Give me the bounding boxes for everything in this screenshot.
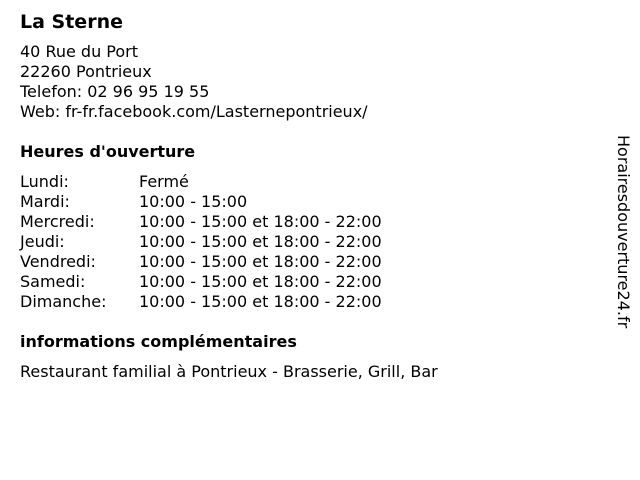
- day-label: Samedi:: [20, 272, 86, 291]
- hours-row-mercredi: [20, 212, 600, 232]
- time-value: 10:00 - 15:00: [139, 192, 248, 211]
- contact-block: [20, 42, 600, 122]
- phone-number: Telefon: 02 96 95 19 55: [20, 82, 210, 101]
- hours-table: [20, 172, 600, 312]
- business-name: La Sterne: [20, 11, 123, 33]
- info-heading: informations complémentaires: [20, 332, 297, 351]
- website-link[interactable]: Web: fr-fr.facebook.com/Lasternepontrieux/: [20, 102, 368, 121]
- time-value: 10:00 - 15:00 et 18:00 - 22:00: [139, 252, 382, 271]
- hours-row-lundi: [20, 172, 600, 192]
- day-label: Mardi:: [20, 192, 70, 211]
- time-value: 10:00 - 15:00 et 18:00 - 22:00: [139, 232, 382, 251]
- day-label: Vendredi:: [20, 252, 96, 271]
- address-city: 22260 Pontrieux: [20, 62, 152, 81]
- day-label: Lundi:: [20, 172, 69, 191]
- time-value: Fermé: [139, 172, 189, 191]
- day-label: Jeudi:: [20, 232, 65, 251]
- hours-row-vendredi: [20, 252, 600, 272]
- time-value: 10:00 - 15:00 et 18:00 - 22:00: [139, 212, 382, 231]
- hours-row-jeudi: [20, 232, 600, 252]
- info-text: Restaurant familial à Pontrieux - Brasserie, Grill, Bar: [20, 362, 438, 381]
- hours-row-samedi: [20, 272, 600, 292]
- time-value: 10:00 - 15:00 et 18:00 - 22:00: [139, 272, 382, 291]
- hours-heading: Heures d'ouverture: [20, 142, 196, 161]
- day-label: Dimanche:: [20, 292, 107, 311]
- time-value: 10:00 - 15:00 et 18:00 - 22:00: [139, 292, 382, 311]
- business-card: [20, 10, 600, 382]
- hours-row-mardi: [20, 192, 600, 212]
- site-watermark: Horairesdouverture24.fr: [614, 135, 633, 329]
- day-label: Mercredi:: [20, 212, 95, 231]
- hours-row-dimanche: [20, 292, 600, 312]
- address-street: 40 Rue du Port: [20, 42, 139, 61]
